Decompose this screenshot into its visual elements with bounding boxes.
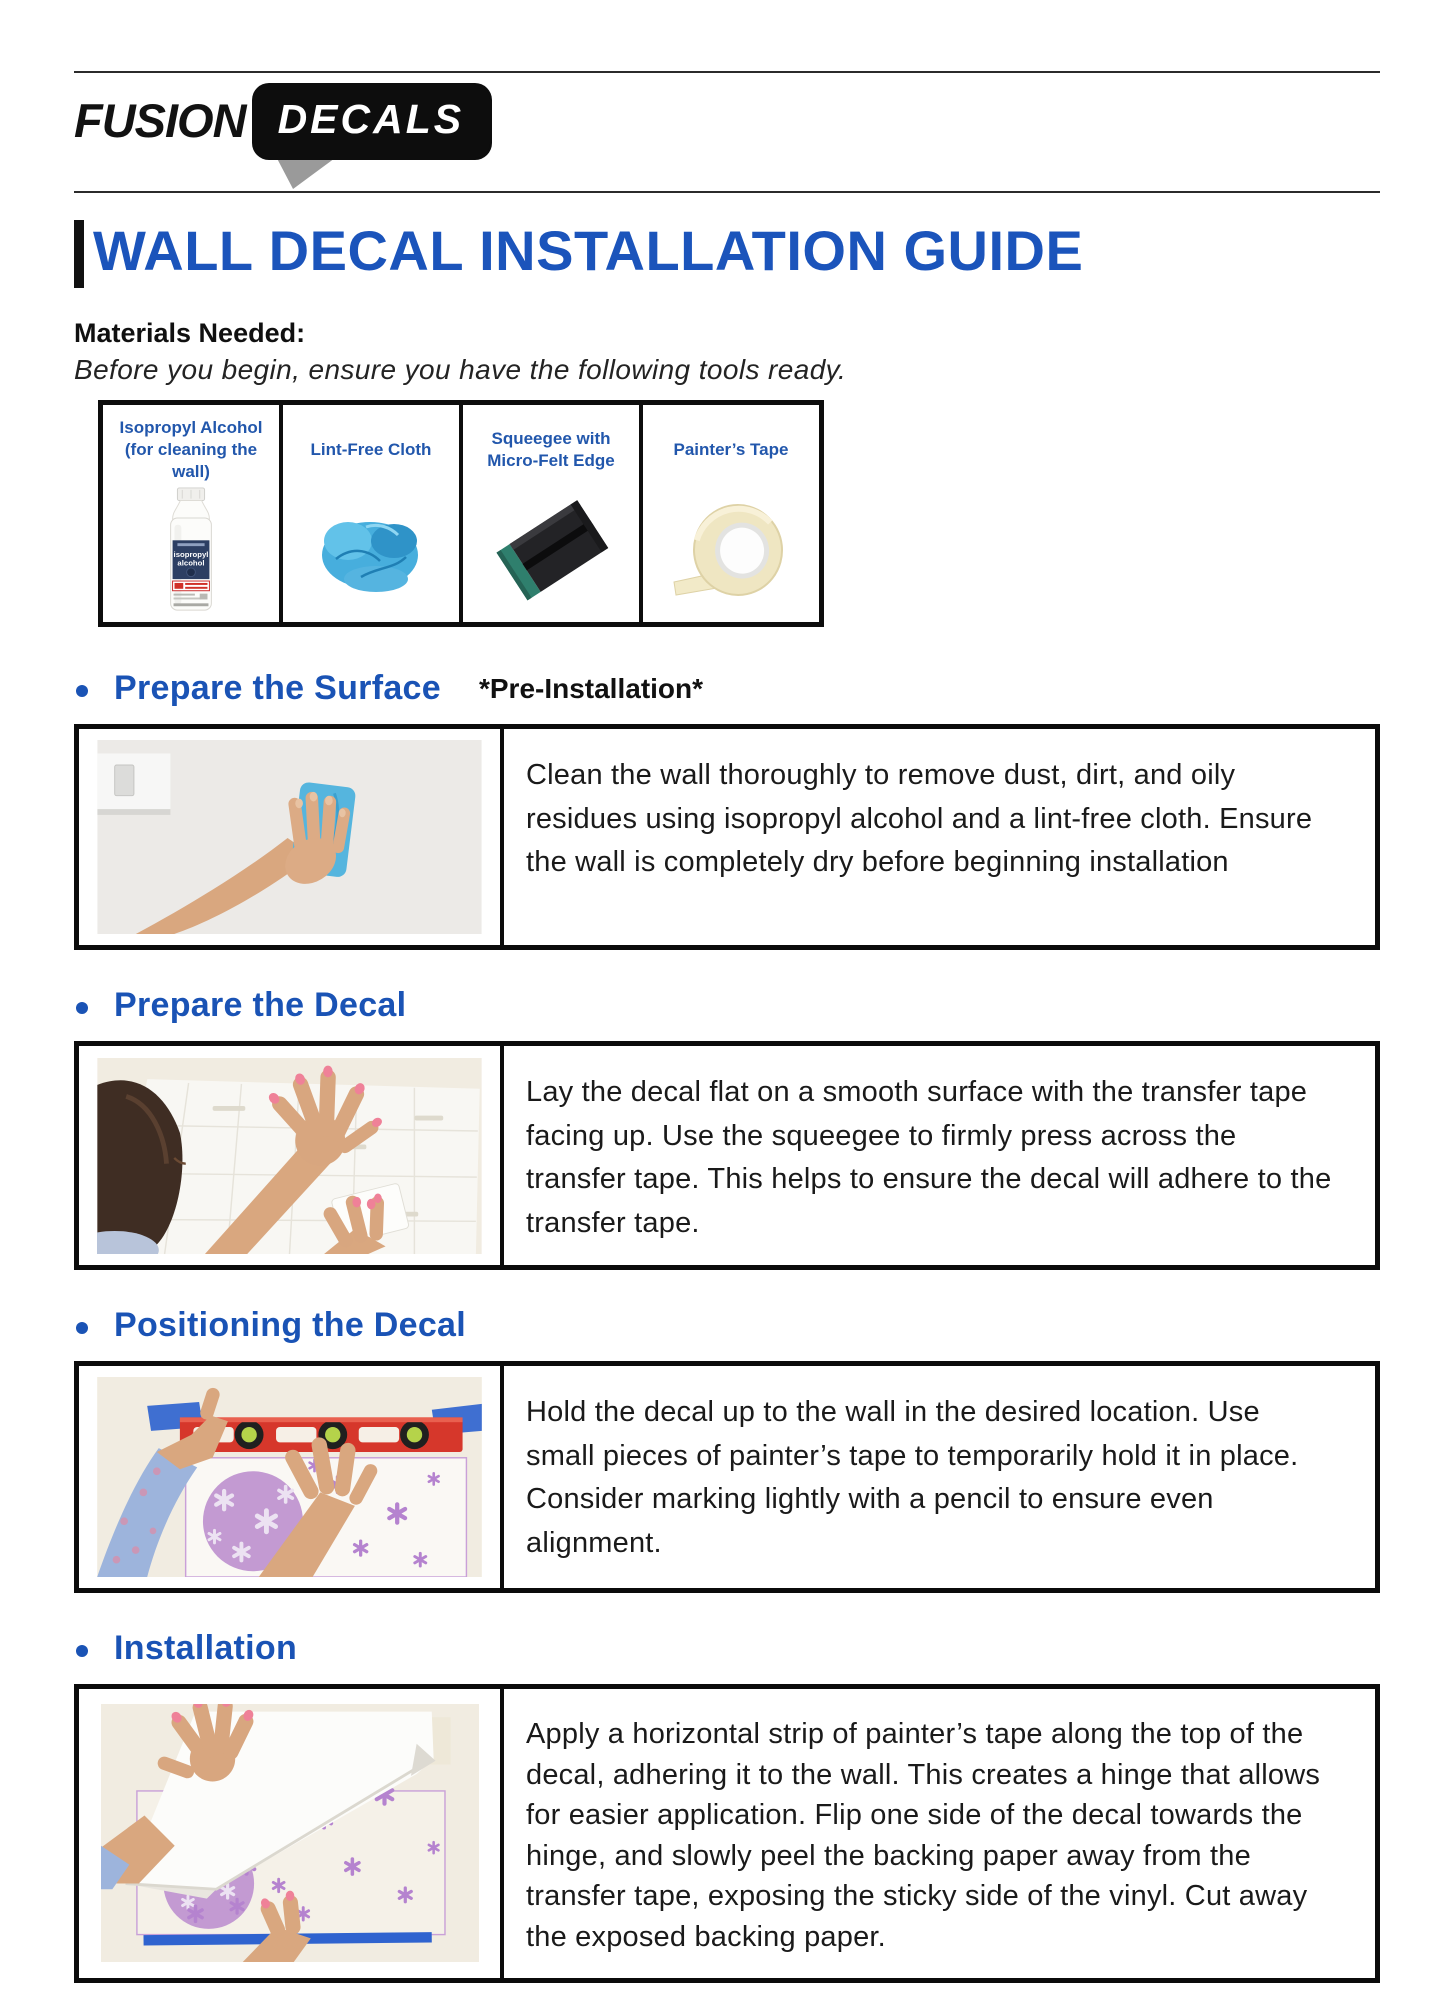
section-heading-prepare-decal — [74, 986, 1380, 1025]
title-accent-bar — [74, 220, 84, 288]
material-label: Squeegee with Micro-Felt Edge — [487, 428, 615, 470]
section-heading-prepare-surface — [74, 669, 1380, 708]
step-box-prepare-surface — [74, 724, 1380, 950]
fusion-decals-logo — [74, 73, 1380, 185]
material-label: Isopropyl Alcohol (for cleaning the wall) — [119, 417, 263, 482]
bullet-icon — [76, 685, 88, 697]
material-card-cloth — [283, 405, 463, 622]
materials-heading: Materials Needed: — [74, 318, 306, 348]
bottle-label-line1: isopropyl — [173, 549, 209, 559]
lint-free-cloth-image — [306, 486, 436, 614]
photo-peel-backing — [79, 1689, 504, 1978]
material-label: Painter’s Tape — [673, 439, 789, 459]
section-title: Installation — [114, 1629, 298, 1667]
material-card-alcohol — [103, 405, 283, 622]
tape-roll-image — [668, 486, 794, 614]
material-label: Lint-Free Cloth — [310, 439, 432, 459]
logo-fusion-text: FUSION — [74, 94, 246, 147]
squeegee-image — [485, 486, 617, 614]
logo-decals-badge: DECALS — [254, 85, 491, 158]
photo-level-decal — [79, 1366, 504, 1588]
photo-press-decal — [79, 1046, 504, 1265]
bullet-icon — [76, 1645, 88, 1657]
section-title: Prepare the Surface — [114, 669, 441, 707]
material-card-tape — [643, 405, 819, 622]
materials-table — [98, 400, 824, 627]
step-box-installation — [74, 1684, 1380, 1983]
step-box-positioning — [74, 1361, 1380, 1593]
section-heading-positioning — [74, 1306, 1380, 1345]
alcohol-bottle-image — [147, 486, 235, 614]
bottle-label-line2: alcohol — [177, 558, 205, 568]
header-rule-bottom — [74, 191, 1380, 193]
section-title: Prepare the Decal — [114, 986, 407, 1024]
bullet-icon — [76, 1002, 88, 1014]
page-title: WALL DECAL INSTALLATION GUIDE — [93, 219, 1084, 282]
photo-clean-wall — [79, 729, 504, 945]
step-description: Apply a horizontal strip of painter’s tape along the top of the decal, adhering it to the wall. This creates a hinge that allows for easier application. Flip one side of the decal towards the hinge, and slowly peel the backing paper away from the transfer tape, exposing the sticky side of the vinyl. Cut away the exposed backing paper. — [526, 1718, 1321, 1953]
step-description: Hold the decal up to the wall in the desired location. Use small pieces of painter’s tape to temporarily hold it in place. Consider marking lightly with a pencil to ensure even alignment. — [526, 1396, 1299, 1559]
materials-subheading: Before you begin, ensure you have the following tools ready. — [74, 354, 847, 385]
bullet-icon — [76, 1322, 88, 1334]
pre-installation-note: *Pre-Installation* — [478, 672, 704, 704]
step-box-prepare-decal — [74, 1041, 1380, 1270]
step-description: Lay the decal flat on a smooth surface with the transfer tape facing up. Use the squeegee to firmly press across the transfer tape. This helps to ensure the decal will adhere to the transfer tape. — [526, 1076, 1332, 1239]
material-card-squeegee — [463, 405, 643, 622]
title-row — [74, 220, 1380, 288]
section-title: Positioning the Decal — [114, 1306, 467, 1344]
step-description: Clean the wall thoroughly to remove dust, dirt, and oily residues using isopropyl alcohol and a lint-free cloth. Ensure the wall is completely dry before beginning installation — [526, 759, 1313, 878]
section-heading-installation — [74, 1629, 1380, 1668]
